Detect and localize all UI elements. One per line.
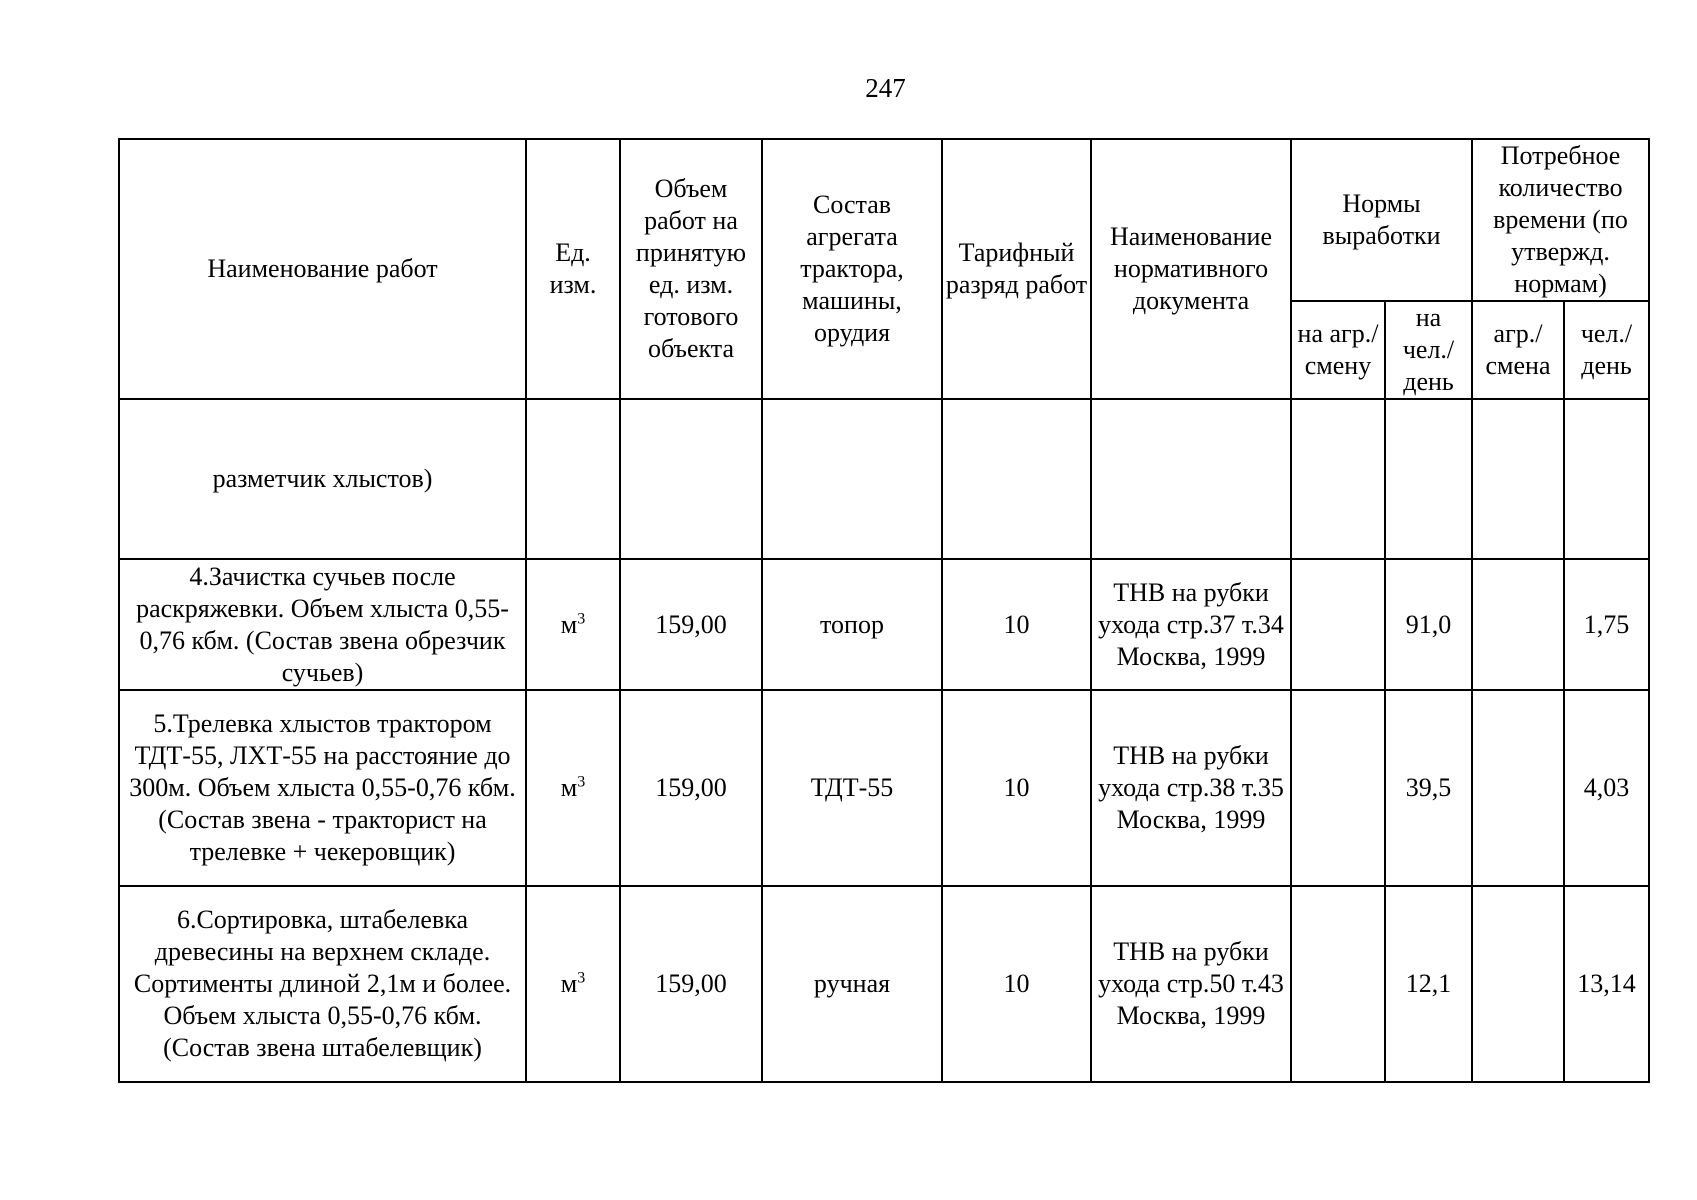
cell-tariff: 10 — [942, 886, 1091, 1082]
header-norms: Нормы выработки — [1291, 139, 1472, 301]
header-row — [119, 139, 1649, 301]
cell-req-man: 4,03 — [1564, 690, 1649, 886]
unit-text: м — [560, 609, 578, 639]
cell-composition: топор — [762, 559, 942, 690]
cell-document: ТНВ на рубки ухода стр.50 т.43 Москва, 1999 — [1091, 886, 1291, 1082]
cell-composition: ручная — [762, 886, 942, 1082]
cell-unit — [526, 559, 620, 690]
cell-norm-agr — [1291, 690, 1385, 886]
cell-req-agr — [1472, 559, 1564, 690]
header-tariff: Тарифный разряд работ — [942, 139, 1091, 399]
cell-req-man — [1564, 399, 1649, 559]
header-norms-agr: на агр./ смену — [1291, 301, 1385, 399]
cell-norm-man — [1385, 399, 1472, 559]
cell-work-name: 6.Сортировка, штабелевка древесины на верхнем складе. Сортименты длиной 2,1м и более. Объем хлыста 0,55-0,76 кбм. (Состав звена штабелевщик) — [119, 886, 526, 1082]
cell-document: ТНВ на рубки ухода стр.38 т.35 Москва, 1999 — [1091, 690, 1291, 886]
table-row-continuation — [119, 399, 1649, 559]
cell-req-agr — [1472, 886, 1564, 1082]
cell-tariff: 10 — [942, 690, 1091, 886]
cell-document — [1091, 399, 1291, 559]
header-required-man: чел./ день — [1564, 301, 1649, 399]
header-norms-man: на чел./ день — [1385, 301, 1472, 399]
cell-unit — [526, 399, 620, 559]
cell-norm-man: 12,1 — [1385, 886, 1472, 1082]
cell-tariff: 10 — [942, 559, 1091, 690]
cell-composition: ТДТ-55 — [762, 690, 942, 886]
cell-work-name: разметчик хлыстов) — [119, 399, 526, 559]
header-work-name: Наименование работ — [119, 139, 526, 399]
table-row — [119, 690, 1649, 886]
cell-req-agr — [1472, 399, 1564, 559]
cell-req-man: 1,75 — [1564, 559, 1649, 690]
cell-norm-man: 39,5 — [1385, 690, 1472, 886]
cell-unit — [526, 886, 620, 1082]
header-unit: Ед. изм. — [526, 139, 620, 399]
header-composition: Состав агрегата трактора, машины, орудия — [762, 139, 942, 399]
page-number: 247 — [865, 73, 906, 103]
cell-work-name: 5.Трелевка хлыстов трактором ТДТ-55, ЛХТ-55 на расстояние до 300м. Объем хлыста 0,55-0,76 кбм. (Состав звена - тракторист на трелевке + чекеровщик) — [119, 690, 526, 886]
cell-norm-agr — [1291, 399, 1385, 559]
unit-superscript: 3 — [577, 969, 586, 987]
unit-text: м — [560, 773, 578, 802]
unit-superscript: 3 — [577, 773, 586, 791]
header-volume: Объем работ на принятую ед. изм. готового объекта — [620, 139, 762, 399]
cell-req-man: 13,14 — [1564, 886, 1649, 1082]
cell-norm-man: 91,0 — [1385, 559, 1472, 690]
header-required-agr: агр./ смена — [1472, 301, 1564, 399]
cell-document: ТНВ на рубки ухода стр.37 т.34 Москва, 1999 — [1091, 559, 1291, 690]
header-document: Наименование нормативного документа — [1091, 139, 1291, 399]
cell-volume: 159,00 — [620, 559, 762, 690]
work-norms-table — [118, 138, 1650, 1083]
header-required: Потребное количество времени (по утвержд. нормам) — [1472, 139, 1649, 301]
cell-norm-agr — [1291, 886, 1385, 1082]
cell-unit — [526, 690, 620, 886]
cell-volume: 159,00 — [620, 690, 762, 886]
cell-volume — [620, 399, 762, 559]
cell-volume: 159,00 — [620, 886, 762, 1082]
cell-composition — [762, 399, 942, 559]
unit-text: м — [560, 969, 578, 998]
cell-req-agr — [1472, 690, 1564, 886]
table-row — [119, 886, 1649, 1082]
cell-tariff — [942, 399, 1091, 559]
unit-superscript: 3 — [577, 609, 586, 627]
cell-work-name: 4.Зачистка сучьев после раскряжевки. Объем хлыста 0,55-0,76 кбм. (Состав звена обрезчик сучьев) — [119, 559, 526, 690]
cell-norm-agr — [1291, 559, 1385, 690]
table-row — [119, 559, 1649, 690]
